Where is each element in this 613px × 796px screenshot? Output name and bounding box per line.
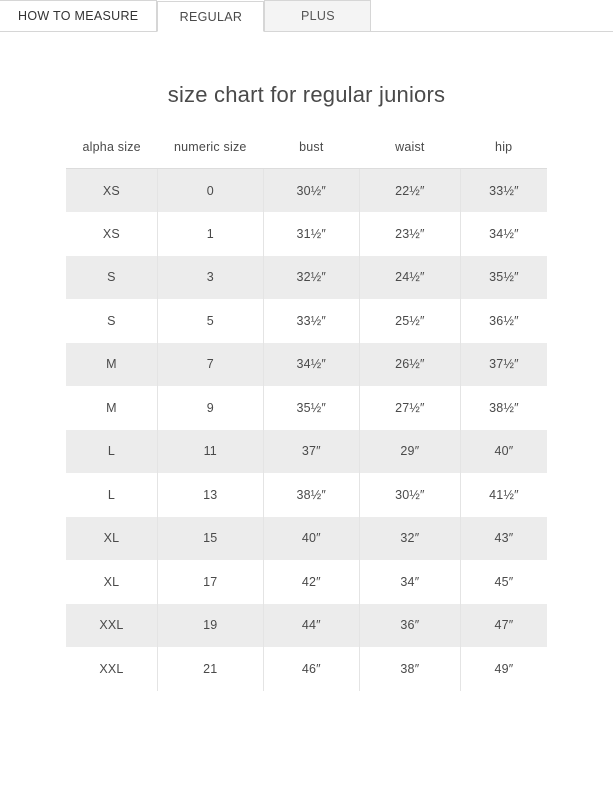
cell-hip: 38½″ <box>460 386 547 430</box>
table-row <box>66 343 547 387</box>
cell-waist: 22½″ <box>359 169 460 213</box>
cell-hip: 41½″ <box>460 473 547 517</box>
cell-waist: 24½″ <box>359 256 460 300</box>
cell-bust: 42″ <box>263 560 359 604</box>
tab-plus[interactable]: PLUS <box>264 0 371 31</box>
cell-numeric-size: 19 <box>157 604 263 648</box>
cell-bust: 31½″ <box>263 212 359 256</box>
cell-hip: 37½″ <box>460 343 547 387</box>
cell-bust: 30½″ <box>263 169 359 213</box>
cell-numeric-size: 5 <box>157 299 263 343</box>
column-header-bust: bust <box>263 134 359 169</box>
table-row <box>66 169 547 213</box>
cell-waist: 25½″ <box>359 299 460 343</box>
cell-alpha-size: L <box>66 430 157 474</box>
cell-alpha-size: M <box>66 343 157 387</box>
cell-numeric-size: 17 <box>157 560 263 604</box>
cell-alpha-size: XS <box>66 169 157 213</box>
cell-numeric-size: 11 <box>157 430 263 474</box>
column-header-hip: hip <box>460 134 547 169</box>
cell-numeric-size: 0 <box>157 169 263 213</box>
table-row <box>66 560 547 604</box>
cell-hip: 35½″ <box>460 256 547 300</box>
size-chart-table <box>66 134 547 691</box>
cell-alpha-size: XS <box>66 212 157 256</box>
cell-waist: 29″ <box>359 430 460 474</box>
cell-hip: 49″ <box>460 647 547 691</box>
cell-alpha-size: S <box>66 256 157 300</box>
cell-bust: 37″ <box>263 430 359 474</box>
cell-numeric-size: 9 <box>157 386 263 430</box>
cell-waist: 27½″ <box>359 386 460 430</box>
cell-hip: 45″ <box>460 560 547 604</box>
cell-numeric-size: 13 <box>157 473 263 517</box>
cell-bust: 32½″ <box>263 256 359 300</box>
cell-waist: 26½″ <box>359 343 460 387</box>
page-title: size chart for regular juniors <box>167 82 446 107</box>
cell-numeric-size: 15 <box>157 517 263 561</box>
cell-bust: 34½″ <box>263 343 359 387</box>
cell-bust: 44″ <box>263 604 359 648</box>
table-row <box>66 386 547 430</box>
cell-bust: 40″ <box>263 517 359 561</box>
cell-bust: 38½″ <box>263 473 359 517</box>
cell-numeric-size: 7 <box>157 343 263 387</box>
tab-regular[interactable]: REGULAR <box>157 1 264 32</box>
cell-alpha-size: XXL <box>66 647 157 691</box>
size-chart-container <box>0 134 613 691</box>
table-row <box>66 256 547 300</box>
cell-waist: 36″ <box>359 604 460 648</box>
table-header <box>66 134 547 169</box>
table-row <box>66 604 547 648</box>
table-row <box>66 473 547 517</box>
cell-alpha-size: XXL <box>66 604 157 648</box>
column-header-waist: waist <box>359 134 460 169</box>
table-row <box>66 299 547 343</box>
cell-bust: 46″ <box>263 647 359 691</box>
cell-alpha-size: XL <box>66 560 157 604</box>
cell-bust: 35½″ <box>263 386 359 430</box>
table-body <box>66 169 547 691</box>
cell-waist: 34″ <box>359 560 460 604</box>
table-row <box>66 430 547 474</box>
column-header-alpha-size: alpha size <box>66 134 157 169</box>
cell-waist: 30½″ <box>359 473 460 517</box>
tab-how-to-measure[interactable]: HOW TO MEASURE <box>0 0 157 31</box>
cell-hip: 34½″ <box>460 212 547 256</box>
table-row <box>66 517 547 561</box>
table-row <box>66 212 547 256</box>
cell-alpha-size: M <box>66 386 157 430</box>
cell-waist: 38″ <box>359 647 460 691</box>
cell-numeric-size: 1 <box>157 212 263 256</box>
cell-alpha-size: S <box>66 299 157 343</box>
cell-hip: 40″ <box>460 430 547 474</box>
cell-bust: 33½″ <box>263 299 359 343</box>
cell-hip: 33½″ <box>460 169 547 213</box>
cell-alpha-size: XL <box>66 517 157 561</box>
cell-waist: 32″ <box>359 517 460 561</box>
cell-waist: 23½″ <box>359 212 460 256</box>
cell-hip: 36½″ <box>460 299 547 343</box>
column-header-numeric-size: numeric size <box>157 134 263 169</box>
cell-numeric-size: 3 <box>157 256 263 300</box>
cell-hip: 43″ <box>460 517 547 561</box>
cell-alpha-size: L <box>66 473 157 517</box>
tab-bar <box>0 0 613 32</box>
cell-numeric-size: 21 <box>157 647 263 691</box>
table-row <box>66 647 547 691</box>
table-header-row <box>66 134 547 169</box>
cell-hip: 47″ <box>460 604 547 648</box>
